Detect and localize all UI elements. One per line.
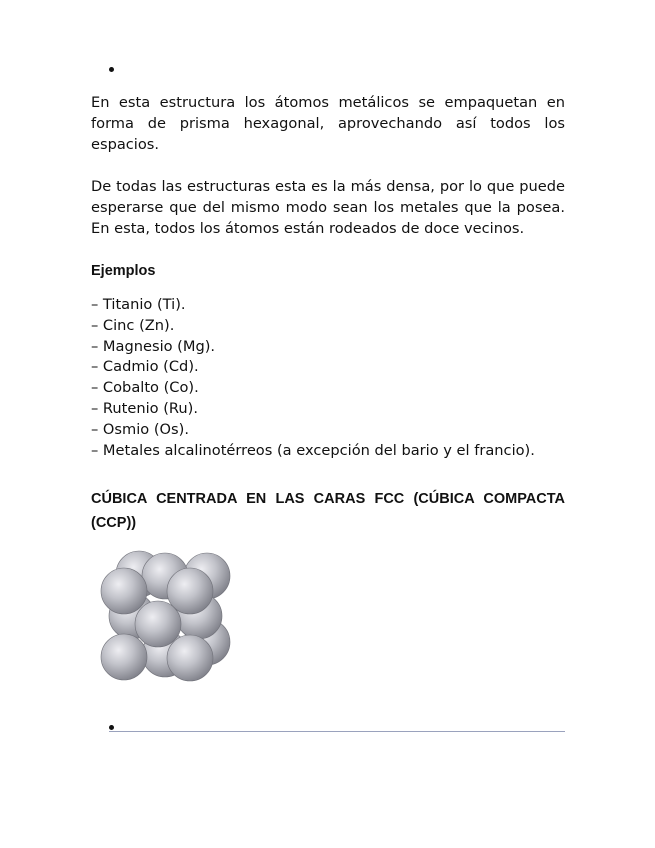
list-item: – Metales alcalinotérreos (a excepción del bario y el francio). (91, 441, 535, 459)
examples-list (91, 295, 535, 461)
paragraph-density-description: De todas las estructuras esta es la más densa, por lo que puede esperarse que del mismo modo sean los metales que la posea. En esta, todos los átomos están rodeados de doce vecinos. (91, 178, 565, 237)
examples-heading: Ejemplos (91, 263, 156, 279)
bullet-marker (109, 725, 114, 730)
horizontal-rule (109, 731, 565, 732)
paragraph-hexagonal-description: En esta estructura los átomos metálicos se empaquetan en forma de prisma hexagonal, aprovechando así todos los espacios. (91, 94, 565, 153)
bullet-marker (109, 67, 114, 72)
list-item: – Cadmio (Cd). (91, 358, 199, 376)
list-item: – Magnesio (Mg). (91, 337, 216, 355)
list-item: – Cobalto (Co). (91, 379, 199, 397)
list-item: – Cinc (Zn). (91, 316, 175, 334)
list-item: – Rutenio (Ru). (91, 399, 199, 417)
section-title: CÚBICA CENTRADA EN LAS CARAS FCC (CÚBICA COMPACTA (CCP)) (91, 491, 565, 531)
fcc-atom-packing-illustration (99, 550, 235, 686)
list-item: – Titanio (Ti). (91, 296, 186, 313)
list-item: – Osmio (Os). (91, 420, 189, 438)
